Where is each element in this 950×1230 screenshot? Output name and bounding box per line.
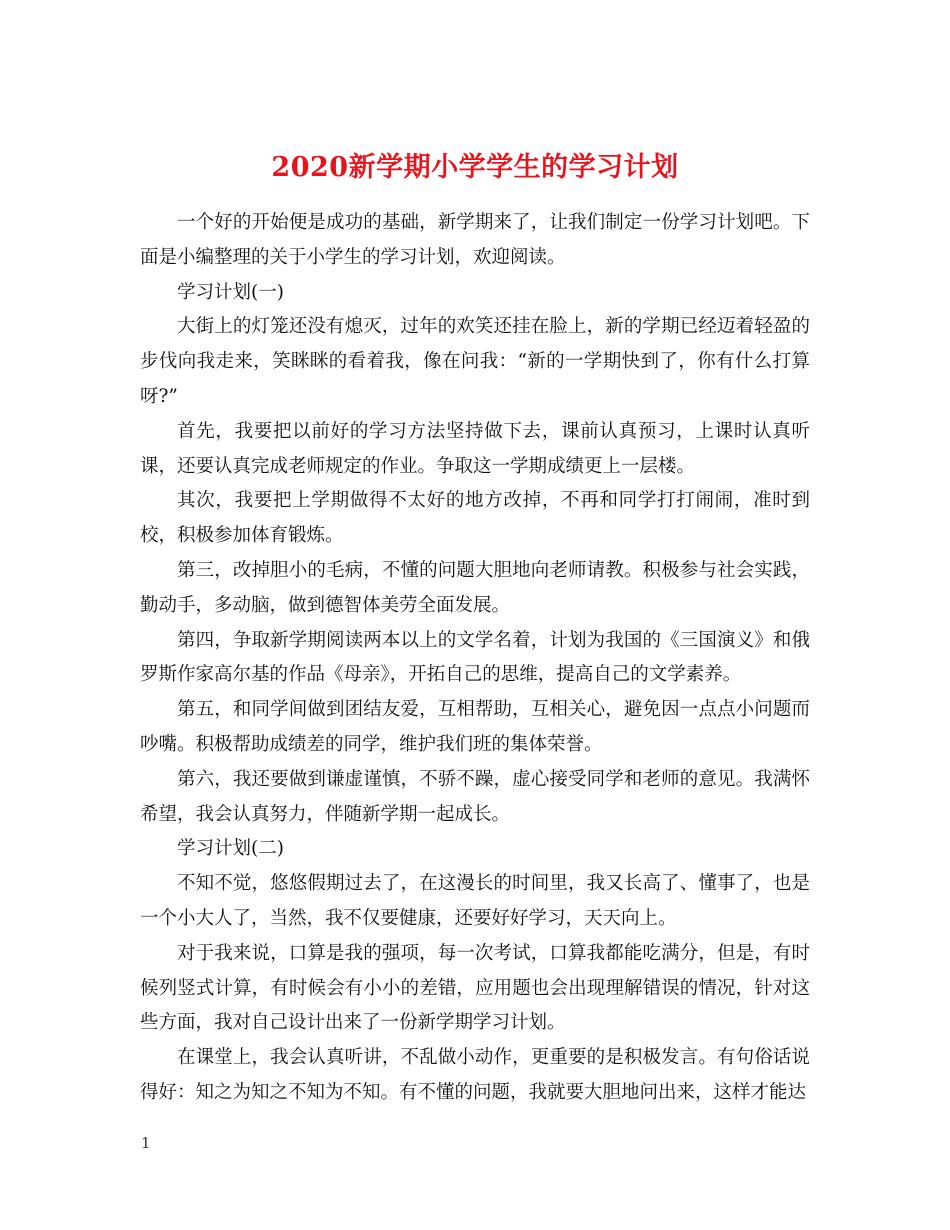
paragraph-intro: 一个好的开始便是成功的基础，新学期来了，让我们制定一份学习计划吧。下面是小编整理的关于小学生的学习计划，欢迎阅读。 xyxy=(140,212,810,268)
paragraph: 首先，我要把以前好的学习方法坚持做下去，课前认真预习，上课时认真听课，还要认真完成老师规定的作业。争取这一学期成绩更上一层楼。 xyxy=(140,420,810,477)
document-title: 2020新学期小学学生的学习计划 xyxy=(271,152,679,184)
page-number: 1 xyxy=(141,1134,151,1152)
paragraph: 第四，争取新学期阅读两本以上的文学名着，计划为我国的《三国演义》和俄罗斯作家高尔基的作品《母亲》，开拓自己的思维，提高自己的文学素养。 xyxy=(140,629,810,686)
paragraph: 在课堂上，我会认真听讲，不乱做小动作，更重要的是积极发言。有句俗话说得好：知之为知之不知为不知。有不懂的问题，我就要大胆地问出来，这样才能达 xyxy=(140,1047,810,1103)
paragraph: 第五，和同学间做到团结友爱，互相帮助，互相关心，避免因一点点小问题而吵嘴。积极帮助成绩差的同学，维护我们班的集体荣誉。 xyxy=(140,699,810,755)
section-heading-plan-1: 学习计划(一) xyxy=(177,281,284,303)
paragraph: 第三，改掉胆小的毛病，不懂的问题大胆地向老师请教。积极参与社会实践，勤动手，多动脑，做到德智体美劳全面发展。 xyxy=(140,559,810,616)
paragraph: 其次，我要把上学期做得不太好的地方改掉，不再和同学打打闹闹，准时到校，积极参加体育锻炼。 xyxy=(140,490,810,547)
paragraph: 大街上的灯笼还没有熄灭，过年的欢笑还挂在脸上，新的学期已经迈着轻盈的步伐向我走来，笑眯眯的看着我，像在问我：“新的一学期快到了，你有什么打算呀?” xyxy=(140,316,810,407)
section-heading-plan-2: 学习计划(二) xyxy=(177,838,284,860)
document-body xyxy=(140,206,810,1111)
paragraph: 第六，我还要做到谦虚谨慎，不骄不躁，虚心接受同学和老师的意见。我满怀希望，我会认真努力，伴随新学期一起成长。 xyxy=(140,768,810,825)
paragraph: 不知不觉，悠悠假期过去了，在这漫长的时间里，我又长高了、懂事了，也是一个小大人了，当然，我不仅要健康，还要好好学习，天天向上。 xyxy=(140,873,810,929)
paragraph: 对于我来说，口算是我的强项，每一次考试，口算我都能吃满分，但是，有时候列竖式计算，有时候会有小小的差错，应用题也会出现理解错误的情况，针对这些方面，我对自己设计出来了一份新学期学习计划。 xyxy=(140,942,810,1034)
